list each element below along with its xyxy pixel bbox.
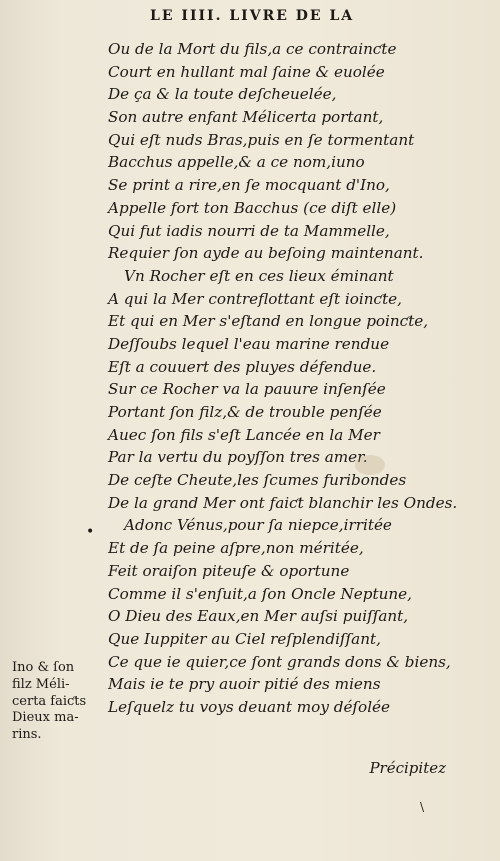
verse-line: Vn Rocher eſt en ces lieux éminant: [124, 266, 394, 285]
printer-mark: \: [420, 800, 425, 814]
margin-note-line: certa faiƈts: [12, 693, 87, 709]
verse-line: Auec ſon fils s'eſt Lancée en la Mer: [108, 425, 380, 444]
verse-line: Bacchus appelle,& a ce nom,iuno: [108, 153, 365, 172]
verse-line: Portant ſon filz,& de trouble penſée: [108, 403, 382, 421]
verse-line: Leſquelz tu voys deuant moy déſolée: [108, 697, 391, 716]
verse-line: Comme il s'enſuit,a ſon Oncle Neptune,: [108, 584, 413, 603]
verse-line: Court en hullant mal ſaine & euolée: [108, 62, 385, 81]
verse-line: Deſſoubs lequel l'eau marine rendue: [108, 334, 390, 353]
verse-line: Feit oraiſon piteuſe & oportune: [108, 561, 350, 580]
verse-line: De ceſte Cheute,les ſcumes furibondes: [108, 471, 407, 490]
margin-note-line: filz Méli-: [12, 676, 70, 692]
verse-line: Son autre enfant Mélicerta portant,: [108, 108, 384, 127]
margin-note-line: Ino & ſon: [12, 660, 75, 675]
verse-line: Eſt a couuert des pluyes défendue.: [108, 357, 377, 376]
verse-line: A qui la Mer contreflottant eſt ioinƈte,: [108, 289, 402, 308]
running-header: LE IIII. LIVRE DE LA: [150, 8, 355, 24]
verse-line: Qui eſt nuds Bras,puis en ſe tormentant: [108, 130, 415, 149]
verse-line: Ou de la Mort du fils,a ce contrainƈte: [108, 40, 397, 58]
margin-note-line: Dieux ma-: [12, 710, 79, 726]
verse-line: Appelle fort ton Bacchus (ce diſt elle): [108, 198, 397, 217]
verse-line: Requier ſon ayde au beſoing maintenant.: [108, 244, 424, 263]
verse-line: Et de ſa peine aſpre,non méritée,: [108, 539, 364, 558]
catchword: Précipitez: [369, 759, 446, 777]
verse-block: [0, 38, 500, 719]
verse-line: Ce que ie quier,ce ſont grands dons & biens,: [108, 652, 451, 671]
verse-line: Adonc Vénus,pour ſa niepce,irritée: [124, 516, 392, 535]
verse-line: O Dieu des Eaux,en Mer auſsi puiſſant,: [108, 607, 409, 626]
verse-line: Se print a rire,en ſe mocquant d'Ino,: [108, 176, 390, 195]
verse-line: De ça & la toute deſcheuelée,: [108, 85, 337, 104]
verse-line: Que Iuppiter au Ciel reſplendiſſant,: [108, 629, 381, 648]
verse-line: Qui fut iadis nourri de ta Mammelle,: [108, 221, 390, 240]
verse-line: Et qui en Mer s'eſtand en longue poinƈte,: [108, 312, 429, 331]
margin-note-line: rins.: [12, 727, 42, 743]
verse-line: Mais ie te pry auoir pitié des miens: [108, 675, 381, 694]
margin-note: [12, 660, 102, 744]
verse-line: Sur ce Rocher va la pauure inſenſée: [108, 380, 386, 399]
printer-mark: •: [86, 524, 95, 540]
verse-line: De la grand Mer ont faiƈt blanchir les Ondes.: [108, 493, 458, 512]
verse-line: Par la vertu du poyſſon tres amer.: [108, 448, 368, 467]
paper-stain: [355, 455, 385, 475]
